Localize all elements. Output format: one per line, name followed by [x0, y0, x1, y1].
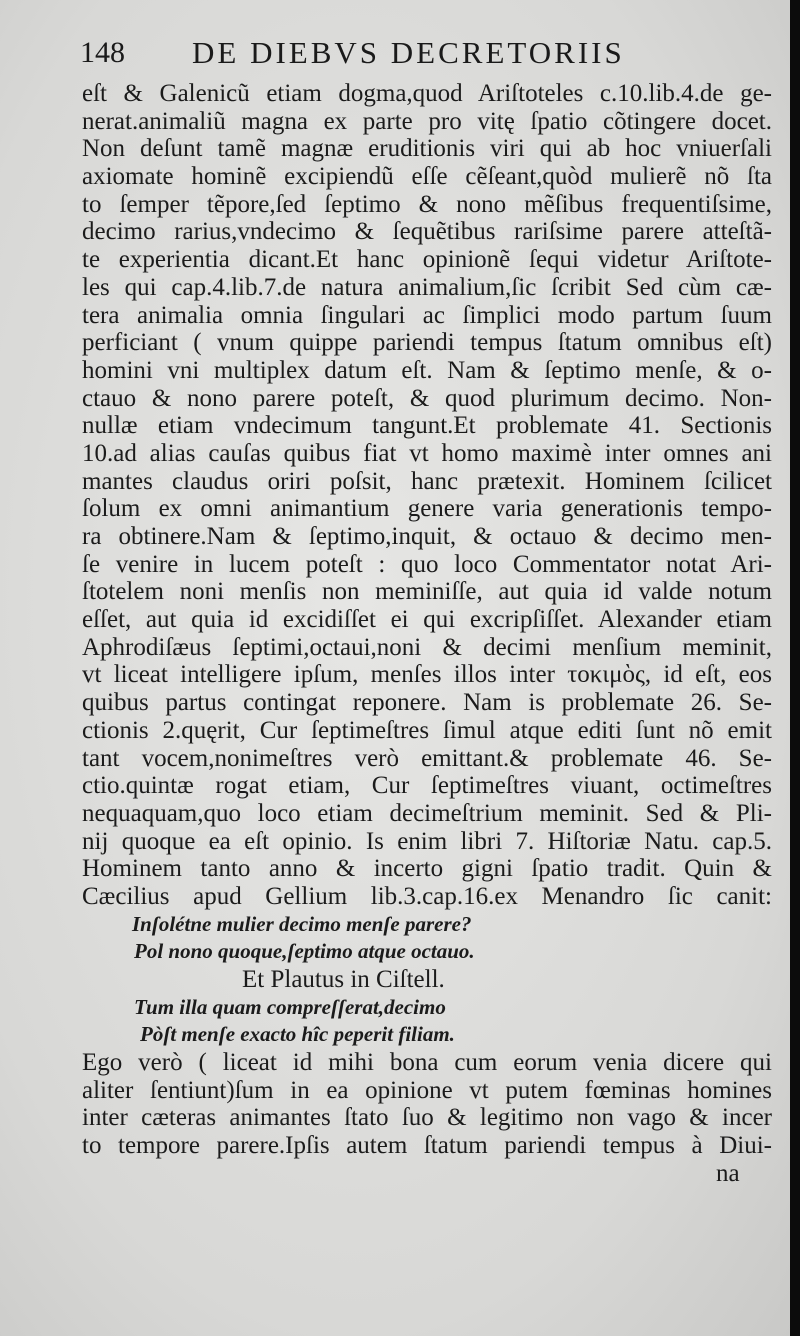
text-line: Aphrodiſæus ſeptimi,octaui,noni & decimi menſium meminit, [82, 633, 772, 661]
text-line: ſtotelem noni menſis non meminiſſe, aut quia id valde notum [82, 578, 772, 606]
page-edge-shadow [790, 0, 800, 1336]
text-line: to tempore parere.Ipſis autem ſtatum pariendi tempus à Diui- [82, 1132, 772, 1160]
text-line: decimo rarius,vndecimo & ſequẽtibus rariſsime parere atteſtã- [82, 218, 772, 246]
text-line: to ſemper tẽpore,ſed ſeptimo & nono mẽſibus frequentiſsime, [82, 190, 772, 218]
text-line: nij quoque ea eſt opinio. Is enim libri 7. Hiſtoriæ Natu. cap.5. [82, 827, 772, 855]
verse-line: Inſolétne mulier decimo menſe parere? [132, 911, 472, 936]
catchword: na [716, 1159, 740, 1187]
text-line: ſolum ex omni animantium genere varia generationis tempo- [82, 495, 772, 523]
text-line: homini vni multiplex datum eſt. Nam & ſeptimo menſe, & o- [82, 356, 772, 384]
page-number: 148 [80, 36, 125, 69]
body-text [82, 80, 772, 1188]
text-line: vt liceat intelligere ipſum, menſes illos inter τοκιμὸς, id eſt, eos [82, 661, 772, 689]
text-line: Cæcilius apud Gellium lib.3.cap.16.ex Menandro ſic canit: [82, 882, 772, 910]
text-line: quibus partus contingat reponere. Nam is problemate 26. Se- [82, 689, 772, 717]
text-line: eſt & Galenicũ etiam dogma,quod Ariſtoteles c.10.lib.4.de ge- [82, 80, 772, 107]
text-line: Non deſunt tamẽ magnæ eruditionis viri qui ab hoc vniuerſali [82, 135, 772, 163]
text-line: les qui cap.4.lib.7.de natura animalium,ſic ſcribit Sed cùm cæ- [82, 273, 772, 301]
text-line: te experientia dicant.Et hanc opinionẽ ſequi videtur Ariſtote- [82, 246, 772, 274]
verse-line: Pol nono quoque,ſeptimo atque octauo. [134, 939, 475, 964]
running-title: DE DIEBVS DECRETORIIS [192, 35, 625, 70]
text-line: aliter ſentiunt)ſum in ea opinione vt putem fœminas homines [82, 1076, 772, 1104]
text-line: tant vocem,nonimeſtres verò emittant.& problemate 46. Se- [82, 744, 772, 772]
page-header [80, 34, 720, 74]
text-line: perficiant ( vnum quippe pariendi tempus ſtatum omnibus eſt) [82, 329, 772, 357]
verse-line: Tum illa quam compreſſerat,decimo [134, 994, 446, 1019]
text-line: eſſet, aut quia id excidiſſet ei qui excripſiſſet. Alexander etiam [82, 606, 772, 634]
text-line: ſe venire in lucem poteſt : quo loco Commentator notat Ari- [82, 550, 772, 578]
text-line: nullæ etiam vndecimum tangunt.Et problemate 41. Sectionis [82, 412, 772, 440]
text-line: ctauo & nono parere poteſt, & quod plurimum decimo. Non- [82, 384, 772, 412]
text-line: nequaquam,quo loco etiam decimeſtrium meminit. Sed & Pli- [82, 799, 772, 827]
text-line: mantes claudus oriri poſsit, hanc prætexit. Hominem ſcilicet [82, 467, 772, 495]
text-line: Ego verò ( liceat id mihi bona cum eorum venia dicere qui [82, 1049, 772, 1077]
text-line: ctionis 2.quęrit, Cur ſeptimeſtres ſimul atque editi ſunt nõ emit [82, 716, 772, 744]
text-line: 10.ad alias cauſas quibus fiat vt homo maximè inter omnes ani [82, 439, 772, 467]
text-line: Hominem tanto anno & incerto gigni ſpatio tradit. Quin & [82, 855, 772, 883]
text-line: ctio.quintæ rogat etiam, Cur ſeptimeſtres viuant, octimeſtres [82, 772, 772, 800]
text-line: tera animalia omnia ſingulari ac ſimplici modo partum ſuum [82, 301, 772, 329]
plautus-citation: Et Plautus in Ciſtell. [242, 966, 445, 993]
text-line: ra obtinere.Nam & ſeptimo,inquit, & octauo & decimo men- [82, 523, 772, 550]
text-line: axiomate hominẽ excipiendũ eſſe cẽſeant,quòd mulierẽ nõ ſta [82, 163, 772, 191]
text-line: nerat.animaliũ magna ex parte pro vitę ſpatio cõtingere docet. [82, 107, 772, 135]
verse-line: Pòſt menſe exacto hîc peperit filiam. [140, 1022, 455, 1047]
text-line: inter cæteras animantes ſtato ſuo & legitimo non vago & incer [82, 1104, 772, 1132]
